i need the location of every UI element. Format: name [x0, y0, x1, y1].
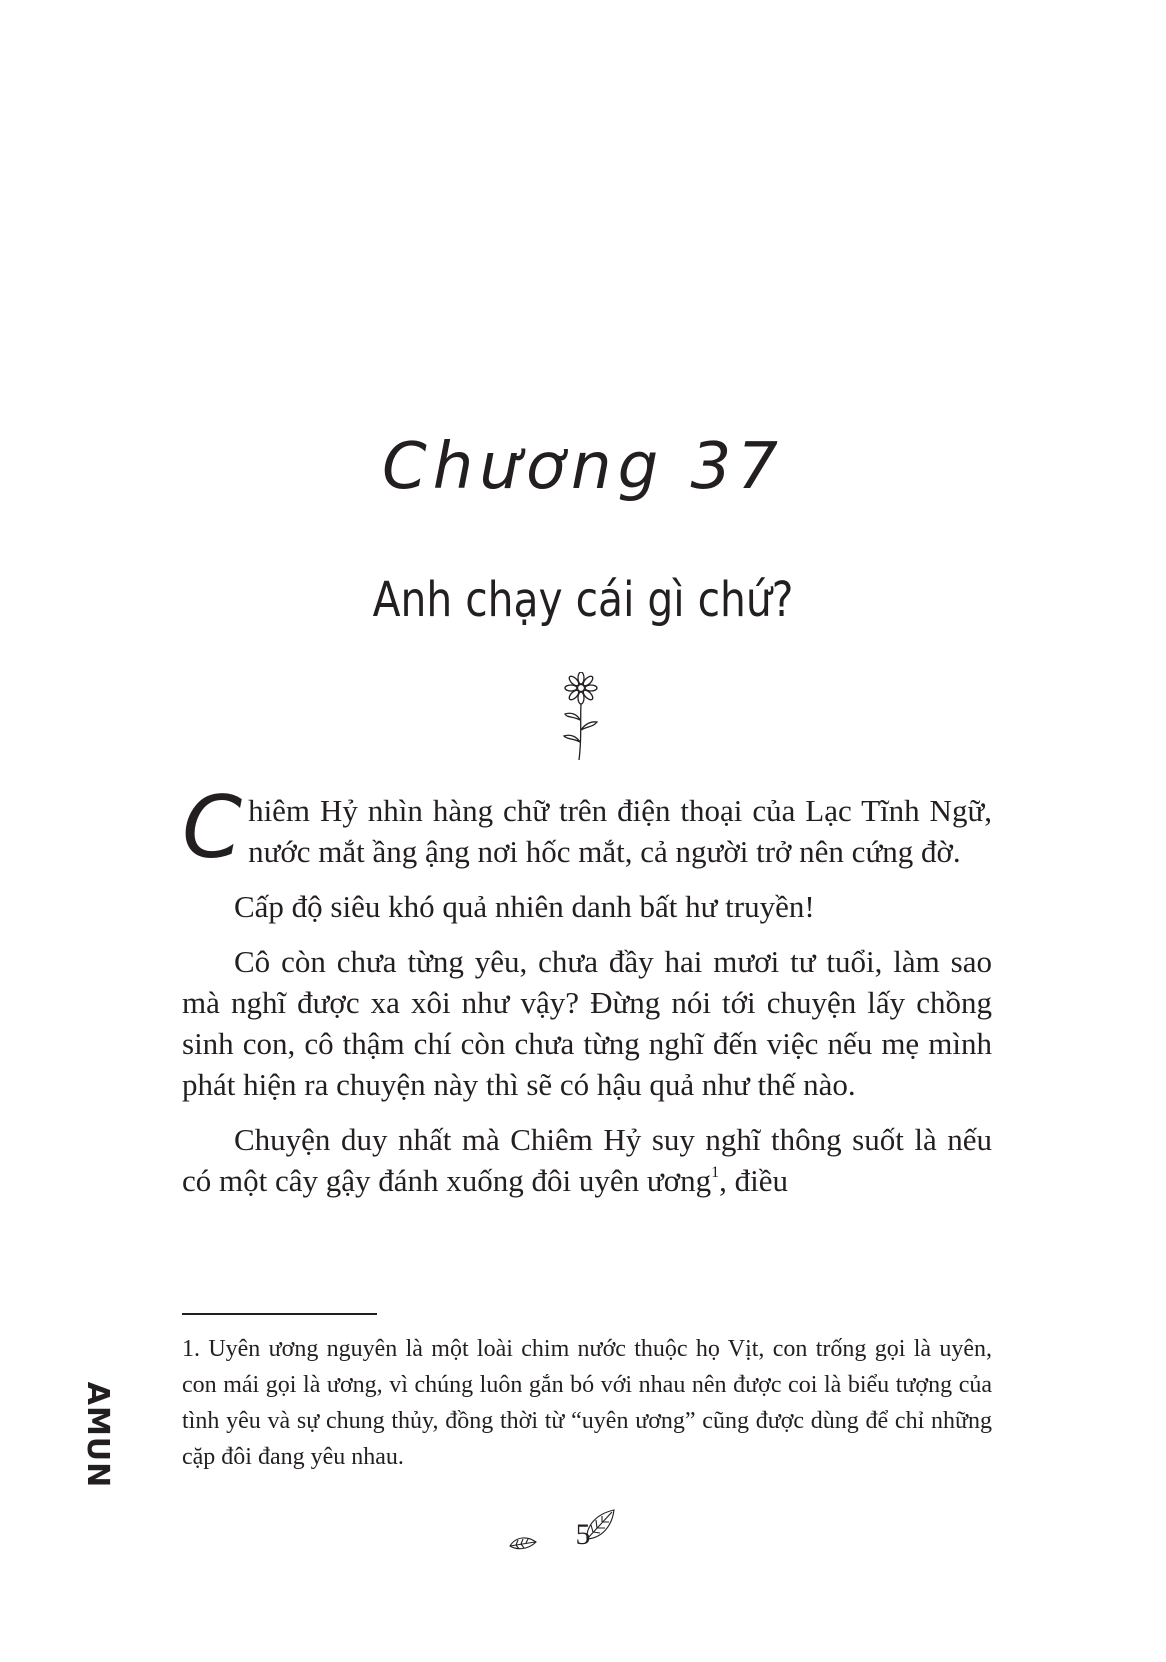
paragraph-text: , điều — [719, 1163, 788, 1198]
paragraph: Cô còn chưa từng yêu, chưa đầy hai mươi tư tuổi, làm sao mà nghĩ được xa xôi như vậy? Đừng nói tới chuyện lấy chồng sinh con, cô thậm chí còn chưa từng nghĩ đến việc nếu mẹ mình phát hiện ra chuyện này thì sẽ có hậu quả như thế nào. — [182, 944, 992, 1102]
publisher-logo: AMUN — [80, 1381, 116, 1489]
leaf-right-icon — [584, 1508, 616, 1542]
paragraph-text: hiêm Hỷ nhìn hàng chữ trên điện thoại của Lạc Tĩnh Ngữ, nước mắt ầng ậng nơi hốc mắt, cả người trở nên cứng đờ. — [248, 793, 992, 869]
flower-ornament-icon — [555, 672, 607, 762]
paragraph-text: Chuyện duy nhất mà Chiêm Hỷ suy nghĩ thông suốt là nếu có một cây gậy đánh xuống đôi uyên ương — [182, 1122, 992, 1198]
chapter-title: Anh chạy cái gì chứ? — [372, 572, 794, 628]
paragraph — [182, 1119, 992, 1201]
paragraph — [182, 778, 992, 878]
leaf-left-icon — [508, 1532, 538, 1554]
body-text — [182, 778, 992, 1215]
page-number: 5 — [575, 1518, 591, 1551]
paragraph: Cấp độ siêu khó quả nhiên danh bất hư truyền! — [234, 889, 815, 924]
footnote — [182, 1331, 992, 1475]
footnote-divider — [182, 1313, 377, 1315]
footnote-text: 1. Uyên ương nguyên là một loài chim nước thuộc họ Vịt, con trống gọi là uyên, con mái gọi là ương, vì chúng luôn gắn bó với nhau nên được coi là biểu tượng của tình yêu và sự chung thủy, đồng thời từ “uyên ương” cũng được dùng để chỉ những cặp đôi đang yêu nhau. — [182, 1336, 992, 1470]
footnote-ref[interactable]: 1 — [711, 1164, 720, 1181]
chapter-label: Chương 37 — [382, 430, 784, 504]
drop-cap: C — [182, 778, 243, 878]
